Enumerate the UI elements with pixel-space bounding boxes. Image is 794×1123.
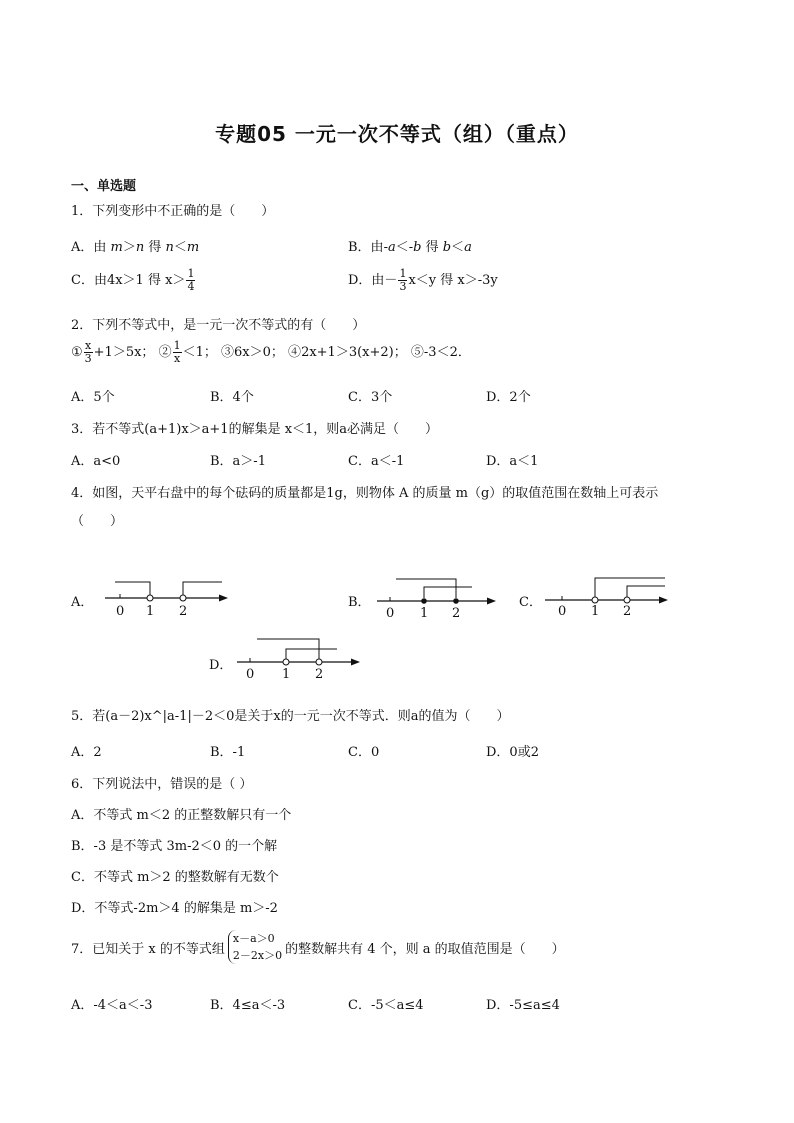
- q3-option-c: C．a＜-1: [348, 454, 405, 469]
- q2-items: ① $\frac{x}{3}$ +1＞5x； ② $\frac{1}{x}$ ＜1； ③6x＞0； ④2x+1＞3(x+2)； ⑤-3＜2．: [71, 339, 471, 365]
- tick-label: 0: [246, 667, 255, 682]
- question-1-stem: 1．下列变形中不正确的是（ ）: [71, 204, 275, 219]
- inequality-system: x－a＞0 2－2x＞0: [228, 930, 282, 964]
- q1-option-a: A．由 m＞n 得 n＜m: [71, 240, 200, 255]
- tick-label: 0: [116, 604, 125, 619]
- q6-option-a: A．不等式 m＜2 的正整数解只有一个: [71, 808, 292, 823]
- q3-option-b: B．a＞-1: [210, 454, 266, 469]
- question-4-stem-line2: （ ）: [71, 514, 124, 529]
- q7-option-b: B．4≤a＜-3: [210, 998, 286, 1013]
- q6-option-d: D．不等式-2m＞4 的解集是 m＞-2: [71, 901, 278, 916]
- q5-option-a: A．2: [71, 745, 102, 760]
- question-5-stem: 5．若(a－2)x^|a-1|－2＜0是关于x的一元一次不等式．则a的值为（ ）: [71, 709, 510, 724]
- q4-label-d: D．: [209, 658, 233, 673]
- question-4-stem-line1: 4．如图，天平右盘中的每个砝码的质量都是1g，则物体 A 的质量 m（g）的取值范围在数轴上可表示: [71, 486, 659, 501]
- q1-option-b: B．由-a＜-b 得 b＜a: [348, 240, 472, 255]
- fraction: $\frac{1}{3}$: [399, 267, 407, 293]
- q1-option-d: D．由－ $\frac{1}{3}$ x＜y 得 x＞-3y: [348, 267, 498, 293]
- q4-label-b: B．: [348, 595, 371, 610]
- tick-label: 1: [591, 604, 600, 619]
- number-line-b: [372, 575, 502, 620]
- q7-option-c: C．-5＜a≤4: [348, 998, 424, 1013]
- q3-option-a: A．a<0: [71, 454, 121, 469]
- tick-label: 2: [179, 604, 188, 619]
- tick-label: 1: [420, 606, 429, 620]
- q7-option-d: D．-5≤a≤4: [486, 998, 560, 1013]
- q3-option-d: D．a＜1: [486, 454, 539, 469]
- tick-label: 0: [558, 604, 567, 619]
- q1-option-c: C．由4x＞1 得 x＞ $\frac{1}{4}$: [71, 267, 195, 293]
- tick-label: 0: [386, 606, 395, 620]
- tick-label: 2: [452, 606, 461, 620]
- q6-option-c: C．不等式 m＞2 的整数解有无数个: [71, 870, 279, 885]
- q4-label-c: C．: [519, 595, 542, 610]
- number-line-d: [232, 633, 367, 683]
- q2-option-b: B．4个: [210, 390, 254, 405]
- q5-option-d: D．0或2: [486, 745, 539, 760]
- tick-label: 2: [623, 604, 632, 619]
- question-3-stem: 3．若不等式(a+1)x＞a+1的解集是 x＜1，则a必满足（ ）: [71, 422, 439, 437]
- q2-option-d: D．2个: [486, 390, 531, 405]
- q5-option-c: C．0: [348, 745, 380, 760]
- question-6-stem: 6．下列说法中，错误的是（ ）: [71, 777, 253, 792]
- question-2-stem: 2．下列不等式中，是一元一次不等式的有（ ）: [71, 318, 366, 333]
- number-line-a: [100, 575, 230, 620]
- q4-label-a: A．: [71, 595, 94, 610]
- q7-option-a: A．-4＜a＜-3: [71, 998, 153, 1013]
- tick-label: 1: [146, 604, 155, 619]
- q2-option-a: A．5个: [71, 390, 115, 405]
- number-line-c: [540, 570, 675, 620]
- fraction: $\frac{1}{4}$: [187, 267, 195, 293]
- page-title: 专题05 一元一次不等式（组）（重点）: [215, 122, 579, 146]
- tick-label: 1: [282, 667, 291, 682]
- q5-option-b: B．-1: [210, 745, 246, 760]
- question-7-stem: 7．已知关于 x 的不等式组 x－a＞0 2－2x＞0 的整数解共有 4 个，则 a 的取值范围是（ ）: [71, 932, 565, 962]
- section-heading: 一、单选题: [71, 179, 137, 194]
- tick-label: 2: [315, 667, 324, 682]
- q2-option-c: C．3个: [348, 390, 393, 405]
- q6-option-b: B．-3 是不等式 3m-2＜0 的一个解: [71, 839, 278, 854]
